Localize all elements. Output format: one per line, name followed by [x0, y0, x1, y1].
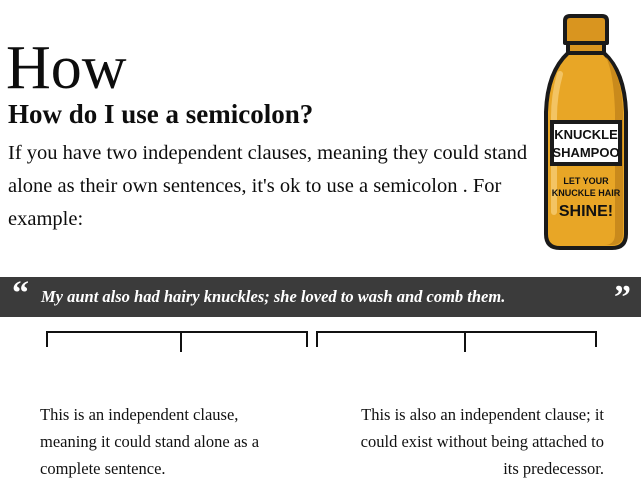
bracket-tick-left [46, 331, 48, 347]
svg-text:KNUCKLE: KNUCKLE [554, 127, 618, 142]
svg-text:KNUCKLE HAIR: KNUCKLE HAIR [551, 188, 621, 198]
bracket-left-clause [46, 331, 308, 353]
bracket-tick-middle [180, 331, 182, 352]
annotation-right: This is also an independent clause; it could exist without being attached to its predecessor. [360, 404, 604, 478]
open-quote-icon: “ [12, 275, 29, 312]
bracket-tick-right [306, 331, 308, 347]
svg-text:SHINE!: SHINE! [558, 203, 614, 220]
page-title: How [6, 33, 127, 102]
example-sentence-banner [0, 277, 641, 317]
bracket-tick-middle [464, 331, 466, 352]
example-sentence-text: My aunt also had hairy knuckles; she loved to wash and comb them. [41, 287, 506, 306]
bracket-bar [46, 331, 308, 333]
svg-text:SHAMPOO: SHAMPOO [552, 145, 620, 160]
bracket-right-clause [316, 331, 597, 353]
annotation-left: This is an independent clause, meaning it could stand alone as a complete sentence. [40, 404, 260, 478]
bracket-bar [316, 331, 597, 333]
svg-text:LET YOUR: LET YOUR [563, 176, 609, 186]
shampoo-bottle-illustration [534, 12, 638, 262]
explanation-paragraph: If you have two independent clauses, meaning they could stand alone as their own sentences, it's ok to use a semicolon . For example: [8, 141, 528, 230]
bracket-tick-left [316, 331, 318, 347]
page-subtitle: How do I use a semicolon? [8, 99, 314, 130]
bracket-tick-right [595, 331, 597, 347]
close-quote-icon: ” [614, 279, 631, 316]
